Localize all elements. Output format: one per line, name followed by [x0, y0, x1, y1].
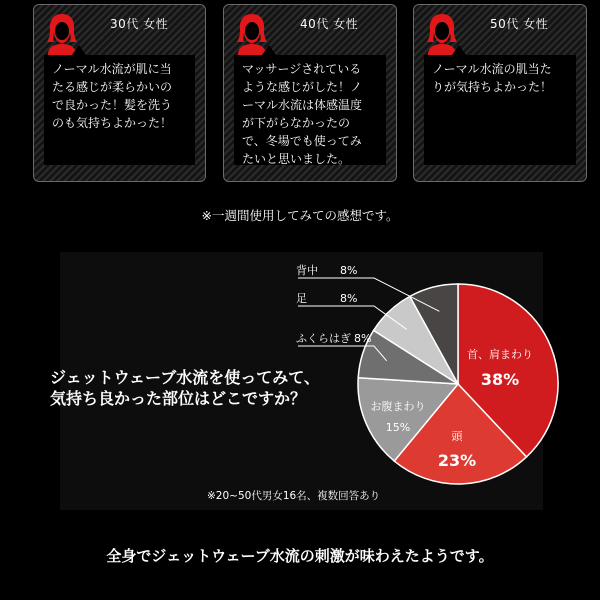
slice-value-label: 15% [385, 421, 411, 434]
slice-value-label: 8% [354, 332, 372, 345]
slice-label: 頭 [451, 430, 463, 443]
slice-value-label: 8% [340, 292, 358, 305]
survey-question: ジェットウェーブ水流を使ってみて、 気持ち良かった部位はどこですか？ [50, 368, 320, 408]
review-gender: 女性 [523, 17, 549, 31]
slice-value-label: 38% [480, 370, 520, 389]
slice-label: 背中 [296, 264, 318, 277]
review-text: ノーマル水流が肌に当 たる感じが柔らかいの で良かった！髪を洗う のも気持ちよかった！ [44, 55, 195, 165]
slice-label: ふくらはぎ [296, 332, 351, 345]
slice-label: お腹まわり [370, 400, 426, 413]
review-text: ノーマル水流の肌当た りが気持ちよかった！ [424, 55, 576, 165]
summary-text: 全身でジェットウェーブ水流の刺激が味わえたようです。 [106, 547, 494, 565]
slice-label: 首、肩まわり [467, 348, 533, 361]
review-age: 30代 [110, 17, 139, 31]
slice-value-label: 8% [340, 264, 358, 277]
review-age: 40代 [300, 17, 329, 31]
slice-label: 足 [296, 292, 307, 305]
review-gender: 女性 [333, 17, 359, 31]
review-gender: 女性 [143, 17, 169, 31]
review-age: 50代 [490, 17, 519, 31]
trial-note: ※一週間使用してみての感想です。 [201, 208, 399, 223]
survey-footnote: ※20~50代男女16名、複数回答あり [207, 490, 381, 502]
review-text: マッサージされている ような感じがした！ノ ーマル水流は体感温度 が下がらなかったの で、冬場でも使ってみ たいと思いました。 [234, 55, 386, 165]
slice-value-label: 23% [437, 451, 477, 470]
